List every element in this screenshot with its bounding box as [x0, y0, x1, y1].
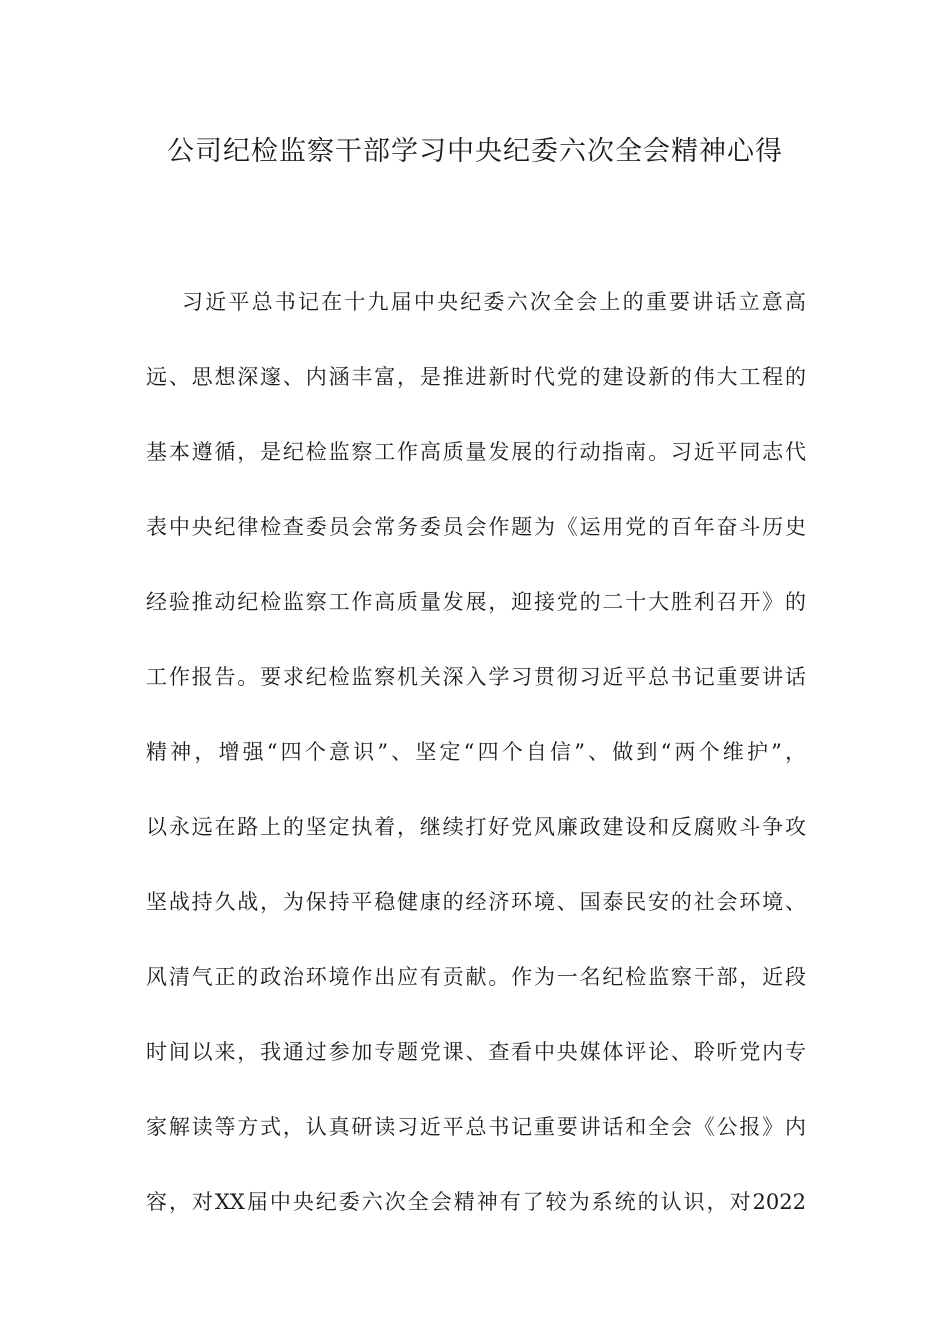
- body-line: 经验推动纪检监察工作高质量发展，迎接党的二十大胜利召开》的: [146, 590, 806, 614]
- body-line: 风清气正的政治环境作出应有贡献。作为一名纪检监察干部，近段: [146, 965, 806, 989]
- body-line: 习近平总书记在十九届中央纪委六次全会上的重要讲话立意高: [182, 290, 806, 314]
- document-body: [146, 280, 806, 1255]
- document-title: 公司纪检监察干部学习中央纪委六次全会精神心得: [167, 136, 783, 167]
- body-line: 精神，增强“四个意识”、坚定“四个自信”、做到“两个维护”，: [146, 740, 806, 764]
- body-line: 以永远在路上的坚定执着，继续打好党风廉政建设和反腐败斗争攻: [146, 815, 806, 839]
- body-line: 表中央纪律检查委员会常务委员会作题为《运用党的百年奋斗历史: [146, 515, 806, 539]
- body-line: 家解读等方式，认真研读习近平总书记重要讲话和全会《公报》内: [146, 1115, 806, 1139]
- body-line: 远、思想深邃、内涵丰富，是推进新时代党的建设新的伟大工程的: [146, 365, 806, 389]
- body-line: 时间以来，我通过参加专题党课、查看中央媒体评论、聆听党内专: [146, 1040, 806, 1064]
- body-line: 容，对XX届中央纪委六次全会精神有了较为系统的认识，对2022: [146, 1190, 806, 1214]
- body-line: 基本遵循，是纪检监察工作高质量发展的行动指南。习近平同志代: [146, 440, 806, 464]
- body-line: 工作报告。要求纪检监察机关深入学习贯彻习近平总书记重要讲话: [146, 665, 806, 689]
- body-line: 坚战持久战，为保持平稳健康的经济环境、国泰民安的社会环境、: [146, 890, 806, 914]
